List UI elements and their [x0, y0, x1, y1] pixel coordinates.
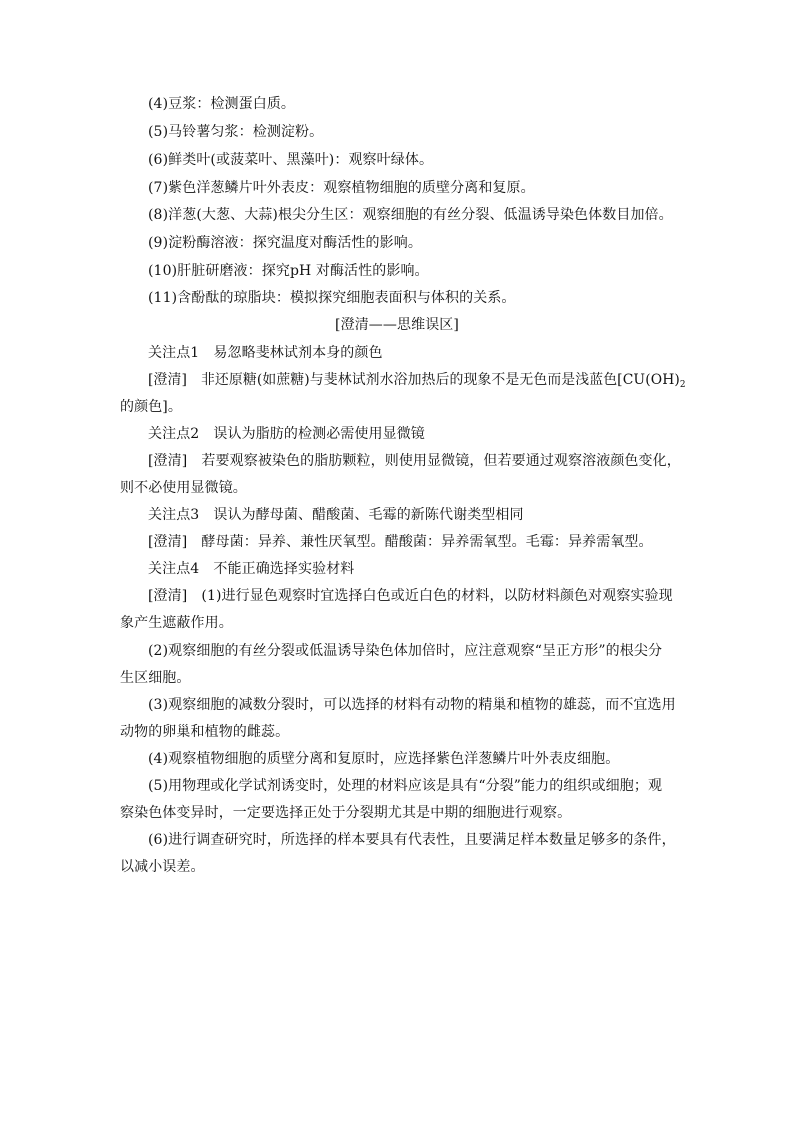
point4-line: [澄清] (1)进行显色观察时宜选择白色或近白色的材料，以防材料颜色对观察实验现 — [148, 588, 673, 604]
point4-line: 察染色体变异时，一定要选择正处于分裂期尤其是中期的细胞进行观察。 — [120, 805, 572, 821]
point3-clarify-line1: [澄清] 酵母菌：异养、兼性厌氧型。醋酸菌：异养需氧型。毛霉：异养需氧型。 — [148, 534, 653, 550]
point1-clarify-line1: [澄清] 非还原糖(如蔗糖)与斐林试剂水浴加热后的现象不是无色而是浅蓝色[$CU(OH)_2$ — [148, 372, 686, 390]
point4-line: 象产生遮蔽作用。 — [120, 615, 233, 631]
material-item-9: (9)淀粉酶溶液：探究温度对酶活性的影响。 — [148, 235, 422, 251]
material-item-4: (4)豆浆：检测蛋白质。 — [148, 96, 296, 112]
point4-line: (5)用物理或化学试剂诱变时，处理的材料应该是具有“分裂”能力的组织或细胞；观 — [148, 778, 663, 794]
point4-line: 动物的卵巢和植物的雌蕊。 — [120, 724, 290, 740]
point4-line: 生区细胞。 — [120, 670, 191, 686]
point4-line: (2)观察细胞的有丝分裂或低温诱导染色体加倍时，应注意观察“呈正方形”的根尖分 — [148, 643, 663, 659]
material-item-5: (5)马铃薯匀浆：检测淀粉。 — [148, 124, 324, 140]
material-item-8: (8)洋葱(大葱、大蒜)根尖分生区：观察细胞的有丝分裂、低温诱导染色体数目加倍。 — [148, 207, 673, 223]
point3-heading: 关注点3 误认为酵母菌、醋酸菌、毛霉的新陈代谢类型相同 — [148, 507, 524, 523]
point1-heading: 关注点1 易忽略斐林试剂本身的颜色 — [148, 345, 383, 361]
point2-clarify-line2: 则不必使用显微镜。 — [120, 480, 247, 496]
material-item-10: (10)肝脏研磨液：探究pH 对酶活性的影响。 — [148, 263, 429, 279]
point4-line: (3)观察细胞的减数分裂时，可以选择的材料有动物的精巢和植物的雄蕊，而不宜选用 — [148, 697, 676, 713]
material-item-11: (11)含酚酞的琼脂块：模拟探究细胞表面积与体积的关系。 — [148, 290, 516, 306]
material-item-7: (7)紫色洋葱鳞片叶外表皮：观察植物细胞的质壁分离和复原。 — [148, 180, 535, 196]
material-item-6: (6)鲜类叶(或菠菜叶、黑藻叶)：观察叶绿体。 — [148, 152, 434, 168]
point4-line: (4)观察植物细胞的质壁分离和复原时，应选择紫色洋葱鳞片叶外表皮细胞。 — [148, 751, 620, 767]
point2-clarify-line1: [澄清] 若要观察被染色的脂肪颗粒，则使用显微镜，但若要通过观察溶液颜色变化， — [148, 453, 681, 469]
point2-heading: 关注点2 误认为脂肪的检测必需使用显微镜 — [148, 426, 425, 442]
point1-clarify-line2: 的颜色]。 — [120, 399, 182, 415]
point4-heading: 关注点4 不能正确选择实验材料 — [148, 561, 355, 577]
point4-line: (6)进行调查研究时，所选择的样本要具有代表性，且要满足样本数量足够多的条件， — [148, 832, 676, 848]
section-title: [澄清——思维误区] — [335, 317, 459, 333]
point4-line: 以减小误差。 — [120, 859, 205, 875]
